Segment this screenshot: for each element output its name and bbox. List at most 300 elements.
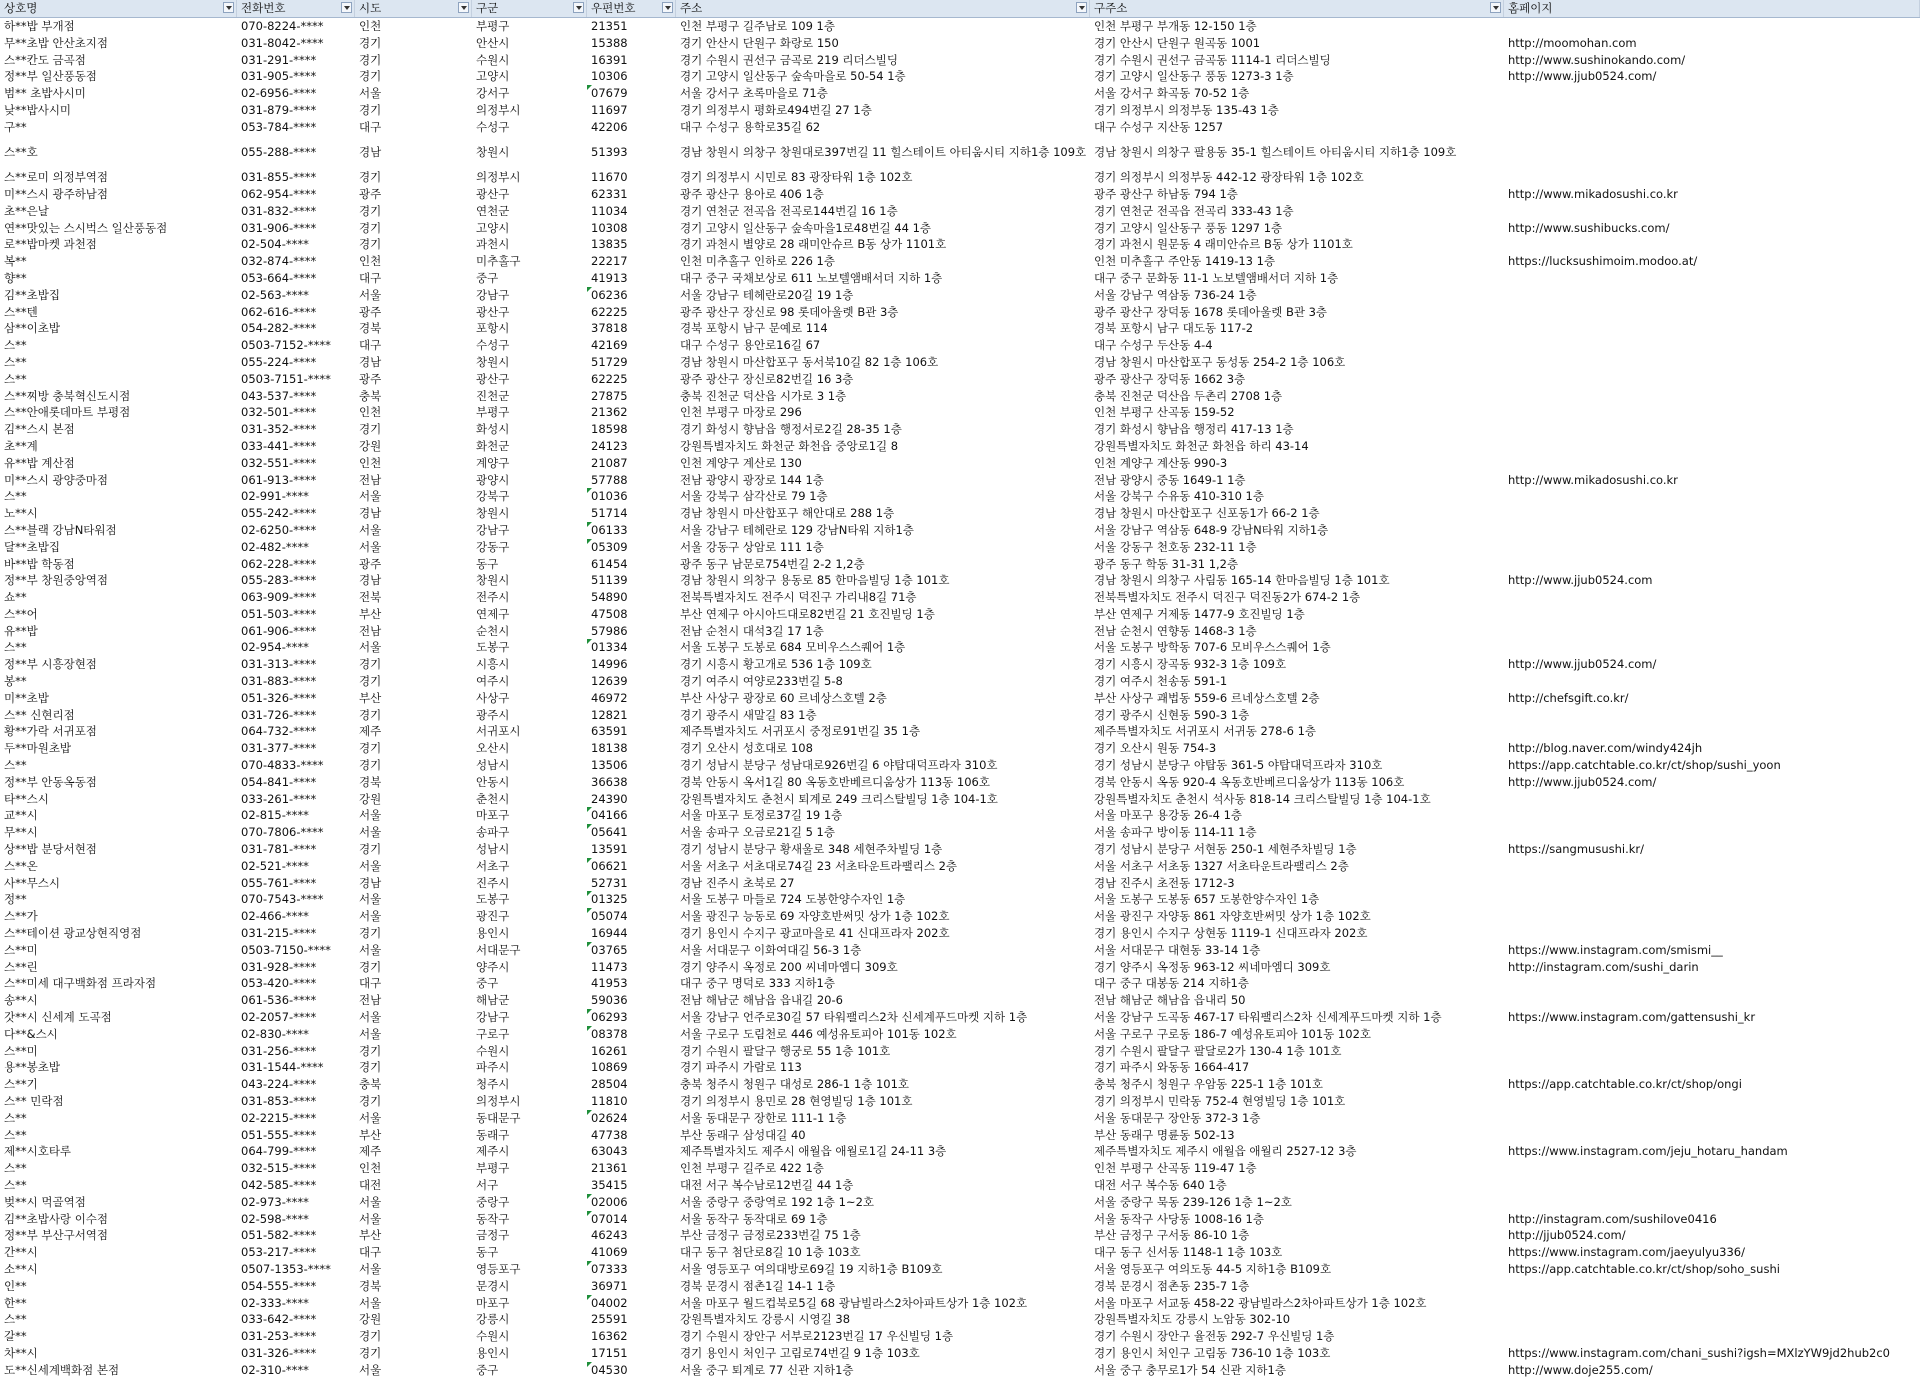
cell-district[interactable]: 해남군 <box>476 993 510 1008</box>
cell-old-address[interactable]: 경기 수원시 권선구 금곡동 1114-1 리더스빌딩 <box>1094 52 1331 67</box>
cell-province[interactable]: 서울 <box>359 892 382 907</box>
cell-address[interactable]: 충북 청주시 청원구 대성로 286-1 1층 101호 <box>680 1077 910 1092</box>
cell-homepage[interactable]: http://www.mikadosushi.co.kr <box>1508 472 1678 487</box>
cell-phone[interactable]: 02-830-**** <box>241 1026 309 1041</box>
cell-homepage[interactable]: https://app.catchtable.co.kr/ct/shop/soho_sushi <box>1508 1261 1780 1276</box>
cell-homepage[interactable] <box>1504 556 1920 573</box>
table-row[interactable] <box>0 1261 1920 1278</box>
cell-province[interactable]: 부산 <box>359 1228 382 1243</box>
cell-phone[interactable]: 063-909-**** <box>241 590 317 605</box>
cell-province[interactable]: 경남 <box>359 506 382 521</box>
cell-address[interactable]: 대구 중구 국채보상로 611 노보텔앰배서더 지하 1층 <box>680 270 943 285</box>
cell-postcode[interactable]: 35415 <box>591 1177 628 1192</box>
cell-phone[interactable]: 02-6250-**** <box>241 522 317 537</box>
cell-district[interactable]: 서구 <box>476 1177 499 1192</box>
cell-phone[interactable]: 031-256-**** <box>241 1043 317 1058</box>
cell-address[interactable]: 경기 오산시 성호대로 108 <box>680 741 813 756</box>
cell-old-address[interactable]: 서울 도봉구 도봉동 657 도봉한양수자인 1층 <box>1094 892 1320 907</box>
cell-province[interactable]: 경기 <box>359 102 382 117</box>
cell-district[interactable]: 창원시 <box>476 354 510 369</box>
table-row[interactable] <box>0 589 1920 606</box>
cell-province[interactable]: 서울 <box>359 1211 382 1226</box>
cell-district[interactable]: 구로구 <box>476 1026 510 1041</box>
cell-homepage[interactable]: https://lucksushimoim.modoo.at/ <box>1508 254 1698 269</box>
cell-name[interactable]: 정** <box>4 892 27 907</box>
cell-homepage[interactable] <box>1504 791 1920 808</box>
cell-province[interactable]: 전북 <box>359 590 382 605</box>
cell-phone[interactable]: 051-582-**** <box>241 1228 317 1243</box>
cell-old-address[interactable]: 경기 의정부시 의정부동 442-12 광장타워 1층 102호 <box>1094 170 1364 185</box>
cell-phone[interactable]: 061-913-**** <box>241 472 317 487</box>
cell-province[interactable]: 서울 <box>359 287 382 302</box>
cell-old-address[interactable]: 대구 수성구 두산동 4-4 <box>1094 338 1213 353</box>
cell-phone[interactable]: 031-8042-**** <box>241 35 324 50</box>
cell-province[interactable]: 인천 <box>359 455 382 470</box>
cell-name[interactable]: 스** <box>4 1110 27 1125</box>
cell-name[interactable]: 스** <box>4 1161 27 1176</box>
cell-phone[interactable]: 031-215-**** <box>241 926 317 941</box>
cell-postcode[interactable]: 28504 <box>591 1077 628 1092</box>
cell-name[interactable]: 스** <box>4 758 27 773</box>
cell-homepage[interactable] <box>1504 119 1920 136</box>
cell-province[interactable]: 대전 <box>359 1177 382 1192</box>
cell-address[interactable]: 부산 사상구 광장로 60 르네상스호텔 2층 <box>680 690 887 705</box>
cell-phone[interactable]: 02-598-**** <box>241 1211 309 1226</box>
cell-address[interactable]: 부산 연제구 아시아드대로82번길 21 호진빌딩 1층 <box>680 606 935 621</box>
cell-old-address[interactable]: 대구 중구 문화동 11-1 노보텔앰배서더 지하 1층 <box>1094 270 1339 285</box>
cell-postcode[interactable]: 16944 <box>591 926 628 941</box>
cell-homepage[interactable]: https://www.instagram.com/smismi__ <box>1508 942 1723 957</box>
cell-name[interactable]: 두**마원초밥 <box>4 741 72 756</box>
cell-homepage[interactable] <box>1504 404 1920 421</box>
cell-old-address[interactable]: 서울 도봉구 방학동 707-6 모비우스스퀘어 1층 <box>1094 640 1331 655</box>
cell-postcode[interactable]: 07333 <box>587 1261 676 1278</box>
cell-old-address[interactable]: 부산 금정구 구서동 86-10 1층 <box>1094 1228 1250 1243</box>
cell-phone[interactable]: 053-664-**** <box>241 270 317 285</box>
table-row[interactable] <box>0 169 1920 186</box>
cell-homepage[interactable]: http://www.jjub0524.com/ <box>1508 657 1657 672</box>
cell-homepage[interactable]: http://chefsgift.co.kr/ <box>1508 690 1629 705</box>
cell-phone[interactable]: 031-377-**** <box>241 741 317 756</box>
cell-postcode[interactable]: 01334 <box>587 639 676 656</box>
cell-district[interactable]: 강북구 <box>476 489 510 504</box>
cell-address[interactable]: 인천 미추홀구 인하로 226 1층 <box>680 254 835 269</box>
cell-postcode[interactable]: 41953 <box>591 976 628 991</box>
cell-homepage[interactable] <box>1504 236 1920 253</box>
cell-homepage[interactable] <box>1504 455 1920 472</box>
cell-homepage[interactable]: http://www.sushibucks.com/ <box>1508 220 1670 235</box>
cell-old-address[interactable]: 경기 수원시 장안구 율전동 292-7 우신빌딩 1층 <box>1094 1329 1335 1344</box>
cell-postcode[interactable]: 05074 <box>587 908 676 925</box>
cell-postcode[interactable]: 36971 <box>591 1278 628 1293</box>
cell-province[interactable]: 서울 <box>359 808 382 823</box>
cell-old-address[interactable]: 경기 화성시 향남읍 행정리 417-13 1층 <box>1094 422 1294 437</box>
cell-old-address[interactable]: 경기 오산시 원동 754-3 <box>1094 741 1217 756</box>
cell-district[interactable]: 중구 <box>476 270 499 285</box>
cell-old-address[interactable]: 경기 양주시 옥정동 963-12 씨네마엠디 309호 <box>1094 959 1331 974</box>
cell-address[interactable]: 서울 강남구 언주로30길 57 타워팰리스2차 신세계푸드마켓 지하 1층 <box>680 1010 1028 1025</box>
cell-postcode[interactable]: 62225 <box>591 371 628 386</box>
filter-dropdown-icon[interactable] <box>223 2 234 13</box>
cell-district[interactable]: 강서구 <box>476 86 510 101</box>
table-row[interactable] <box>0 1059 1920 1076</box>
cell-province[interactable]: 경북 <box>359 774 382 789</box>
cell-name[interactable]: 스** <box>4 338 27 353</box>
cell-postcode[interactable]: 57986 <box>591 623 628 638</box>
cell-province[interactable]: 경기 <box>359 657 382 672</box>
table-row[interactable] <box>0 1127 1920 1144</box>
cell-district[interactable]: 부평구 <box>476 405 510 420</box>
cell-postcode[interactable]: 22217 <box>591 254 628 269</box>
table-row[interactable] <box>0 102 1920 119</box>
cell-homepage[interactable]: https://www.instagram.com/gattensushi_kr <box>1508 1010 1756 1025</box>
cell-address[interactable]: 대구 동구 첨단로8길 10 1층 103호 <box>680 1245 861 1260</box>
cell-postcode[interactable]: 13591 <box>591 842 628 857</box>
cell-province[interactable]: 경기 <box>359 1094 382 1108</box>
cell-name[interactable]: 연**맛있는 스시벅스 일산풍동점 <box>4 220 168 235</box>
table-row[interactable] <box>0 639 1920 656</box>
cell-old-address[interactable]: 대구 동구 신서동 1148-1 1층 103호 <box>1094 1245 1283 1260</box>
cell-postcode[interactable]: 11670 <box>591 170 628 185</box>
cell-postcode[interactable]: 04530 <box>587 1362 676 1379</box>
cell-district[interactable]: 전주시 <box>476 590 510 605</box>
table-row[interactable] <box>0 1328 1920 1345</box>
cell-address[interactable]: 경기 수원시 팔달구 행궁로 55 1층 101호 <box>680 1043 891 1058</box>
cell-province[interactable]: 경기 <box>359 1060 382 1075</box>
cell-homepage[interactable] <box>1504 320 1920 337</box>
cell-phone[interactable]: 031-726-**** <box>241 707 317 722</box>
cell-phone[interactable]: 031-905-**** <box>241 69 317 84</box>
cell-homepage[interactable] <box>1504 1177 1920 1194</box>
cell-postcode[interactable]: 11697 <box>591 102 628 117</box>
cell-homepage[interactable] <box>1504 1110 1920 1127</box>
cell-old-address[interactable]: 경남 창원시 의창구 팔용동 35-1 힐스테이트 아티움시티 지하1층 109호 <box>1094 145 1457 160</box>
cell-old-address[interactable]: 서울 마포구 서교동 458-22 광남빌라스2차아파트상가 1층 102호 <box>1094 1295 1427 1310</box>
cell-province[interactable]: 서울 <box>359 1362 382 1377</box>
cell-name[interactable]: 정**부 시흥장현점 <box>4 657 97 672</box>
cell-name[interactable]: 스**미세 대구백화점 프라자점 <box>4 976 157 991</box>
cell-phone[interactable]: 051-555-**** <box>241 1127 317 1142</box>
cell-phone[interactable]: 070-7806-**** <box>241 825 324 840</box>
cell-phone[interactable]: 051-503-**** <box>241 606 317 621</box>
cell-postcode[interactable]: 07679 <box>587 85 676 102</box>
cell-district[interactable]: 서귀포시 <box>476 724 521 739</box>
table-row[interactable] <box>0 1009 1920 1026</box>
cell-district[interactable]: 서초구 <box>476 858 510 873</box>
cell-address[interactable]: 경기 의정부시 용민로 28 현영빌딩 1층 101호 <box>680 1094 913 1108</box>
table-row[interactable] <box>0 421 1920 438</box>
cell-old-address[interactable]: 경기 고양시 일산동구 풍동 1273-3 1층 <box>1094 69 1294 84</box>
cell-homepage[interactable] <box>1504 1194 1920 1211</box>
cell-old-address[interactable]: 경남 창원시 마산합포구 신포동1가 66-2 1층 <box>1094 506 1320 521</box>
cell-homepage[interactable] <box>1504 1278 1920 1295</box>
cell-province[interactable]: 서울 <box>359 86 382 101</box>
cell-postcode[interactable]: 24390 <box>591 791 628 806</box>
cell-address[interactable]: 경기 고양시 일산동구 숲속마을1로48번길 44 1층 <box>680 220 932 235</box>
table-row[interactable] <box>0 320 1920 337</box>
cell-postcode[interactable]: 07014 <box>587 1211 676 1228</box>
cell-province[interactable]: 경남 <box>359 145 382 160</box>
cell-district[interactable]: 연제구 <box>476 606 510 621</box>
cell-address[interactable]: 서울 강남구 테헤란로 129 강남N타워 지하1층 <box>680 522 914 537</box>
cell-homepage[interactable]: http://www.sushinokando.com/ <box>1508 52 1686 67</box>
cell-homepage[interactable] <box>1504 1295 1920 1312</box>
table-row[interactable] <box>0 975 1920 992</box>
cell-address[interactable]: 서울 도봉구 마들로 724 도봉한양수자인 1층 <box>680 892 906 907</box>
cell-name[interactable]: 스**테이션 광교상현직영점 <box>4 926 142 941</box>
column-header-address[interactable] <box>676 0 1090 17</box>
cell-district[interactable]: 과천시 <box>476 237 510 252</box>
cell-homepage[interactable] <box>1504 992 1920 1009</box>
column-header-phone[interactable] <box>237 0 355 17</box>
cell-province[interactable]: 서울 <box>359 909 382 924</box>
cell-phone[interactable]: 070-4833-**** <box>241 758 324 773</box>
cell-postcode[interactable]: 21362 <box>591 405 628 420</box>
cell-old-address[interactable]: 전남 해남군 해남읍 읍내리 50 <box>1094 993 1246 1008</box>
cell-province[interactable]: 대구 <box>359 338 382 353</box>
cell-phone[interactable]: 02-521-**** <box>241 858 309 873</box>
cell-postcode[interactable]: 62225 <box>591 304 628 319</box>
cell-phone[interactable]: 02-2057-**** <box>241 1010 317 1025</box>
cell-postcode[interactable]: 02624 <box>587 1110 676 1127</box>
cell-old-address[interactable]: 경기 여주시 천송동 591-1 <box>1094 674 1228 689</box>
cell-homepage[interactable] <box>1504 169 1920 186</box>
cell-province[interactable]: 전남 <box>359 472 382 487</box>
cell-name[interactable]: 미**스시 광주하남점 <box>4 186 109 201</box>
cell-district[interactable]: 중구 <box>476 976 499 991</box>
cell-address[interactable]: 서울 마포구 월드컵북로5길 68 광남빌라스2차아파트상가 1층 102호 <box>680 1295 1028 1310</box>
cell-name[interactable]: 복** <box>4 254 27 269</box>
cell-old-address[interactable]: 경기 용인시 처인구 고림동 736-10 1층 103호 <box>1094 1345 1331 1360</box>
cell-old-address[interactable]: 인천 부평구 산곡동 159-52 <box>1094 405 1235 420</box>
cell-province[interactable]: 인천 <box>359 1161 382 1176</box>
cell-address[interactable]: 전남 해남군 해남읍 읍내길 20-6 <box>680 993 843 1008</box>
filter-dropdown-icon[interactable] <box>1076 2 1087 13</box>
cell-old-address[interactable]: 광주 동구 학동 31-31 1,2층 <box>1094 556 1239 571</box>
cell-old-address[interactable]: 서울 강서구 화곡동 70-52 1층 <box>1094 86 1250 101</box>
cell-homepage[interactable] <box>1504 438 1920 455</box>
cell-postcode[interactable]: 01036 <box>587 488 676 505</box>
cell-address[interactable]: 대구 수성구 용안로16길 67 <box>680 338 821 353</box>
cell-postcode[interactable]: 41069 <box>591 1245 628 1260</box>
cell-address[interactable]: 인천 부평구 길주로 422 1층 <box>680 1161 824 1176</box>
cell-homepage[interactable]: http://moomohan.com <box>1508 35 1637 50</box>
cell-homepage[interactable] <box>1504 589 1920 606</box>
cell-province[interactable]: 서울 <box>359 1261 382 1276</box>
cell-phone[interactable]: 053-420-**** <box>241 976 317 991</box>
cell-name[interactable]: 갓**시 신세계 도곡점 <box>4 1010 112 1025</box>
cell-province[interactable]: 서울 <box>359 825 382 840</box>
cell-postcode[interactable]: 11473 <box>591 959 628 974</box>
cell-phone[interactable]: 061-906-**** <box>241 623 317 638</box>
cell-district[interactable]: 부평구 <box>476 19 510 33</box>
cell-district[interactable]: 계양구 <box>476 455 510 470</box>
cell-postcode[interactable]: 63043 <box>591 1144 628 1159</box>
cell-address[interactable]: 경기 시흥시 황고개로 536 1층 109호 <box>680 657 872 672</box>
cell-old-address[interactable]: 경기 연천군 전곡읍 전곡리 333-43 1층 <box>1094 203 1294 218</box>
cell-province[interactable]: 대구 <box>359 976 382 991</box>
cell-old-address[interactable]: 서울 동작구 사당동 1008-16 1층 <box>1094 1211 1264 1226</box>
cell-phone[interactable]: 0503-7152-**** <box>241 338 331 353</box>
cell-district[interactable]: 진천군 <box>476 388 510 403</box>
cell-district[interactable]: 동구 <box>476 1245 499 1260</box>
cell-phone[interactable]: 032-515-**** <box>241 1161 317 1176</box>
cell-district[interactable]: 마포구 <box>476 1295 510 1310</box>
cell-postcode[interactable]: 42169 <box>591 338 628 353</box>
cell-phone[interactable]: 033-441-**** <box>241 438 317 453</box>
cell-name[interactable]: 봉** <box>4 674 27 689</box>
cell-province[interactable]: 경기 <box>359 707 382 722</box>
cell-homepage[interactable] <box>1504 1311 1920 1328</box>
cell-homepage[interactable] <box>1504 505 1920 522</box>
filter-dropdown-icon[interactable] <box>341 2 352 13</box>
table-row[interactable] <box>0 505 1920 522</box>
cell-address[interactable]: 서울 강서구 초록마을로 71층 <box>680 86 828 101</box>
cell-homepage[interactable]: http://www.doje255.com/ <box>1508 1362 1653 1377</box>
table-row[interactable] <box>0 707 1920 724</box>
table-row[interactable] <box>0 1110 1920 1127</box>
cell-homepage[interactable] <box>1504 488 1920 505</box>
table-row[interactable] <box>0 690 1920 707</box>
cell-district[interactable]: 서대문구 <box>476 942 521 957</box>
table-row[interactable] <box>0 572 1920 589</box>
table-row[interactable] <box>0 85 1920 102</box>
cell-province[interactable]: 광주 <box>359 304 382 319</box>
cell-phone[interactable]: 02-973-**** <box>241 1194 309 1209</box>
cell-name[interactable]: 바**밥 학동점 <box>4 556 75 571</box>
cell-name[interactable]: 로**밥마켓 과천점 <box>4 237 97 252</box>
filter-dropdown-icon[interactable] <box>1490 2 1501 13</box>
cell-old-address[interactable]: 경기 과천시 원문동 4 래미안슈르 B동 상가 1101호 <box>1094 237 1353 252</box>
cell-address[interactable]: 경기 화성시 향남읍 행정서로2길 28-35 1층 <box>680 422 902 437</box>
cell-name[interactable]: 정**부 창원중앙역점 <box>4 573 109 588</box>
cell-district[interactable]: 연천군 <box>476 203 510 218</box>
cell-name[interactable]: 쇼** <box>4 590 27 605</box>
cell-district[interactable]: 의정부시 <box>476 170 521 185</box>
cell-phone[interactable]: 070-7543-**** <box>241 892 324 907</box>
cell-old-address[interactable]: 대구 중구 대봉동 214 지하1층 <box>1094 976 1249 991</box>
cell-phone[interactable]: 031-1544-**** <box>241 1060 324 1075</box>
cell-address[interactable]: 경기 과천시 별양로 28 래미안슈르 B동 상가 1101호 <box>680 237 947 252</box>
cell-district[interactable]: 마포구 <box>476 808 510 823</box>
cell-district[interactable]: 의정부시 <box>476 102 521 117</box>
cell-old-address[interactable]: 서울 중구 충무로1가 54 신관 지하1층 <box>1094 1362 1286 1377</box>
column-header-province[interactable] <box>355 0 472 17</box>
cell-old-address[interactable]: 경기 고양시 일산동구 풍동 1297 1층 <box>1094 220 1283 235</box>
cell-district[interactable]: 파주시 <box>476 1060 510 1075</box>
cell-district[interactable]: 광산구 <box>476 371 510 386</box>
cell-name[interactable]: 간**시 <box>4 1245 38 1260</box>
cell-district[interactable]: 수원시 <box>476 52 510 67</box>
cell-name[interactable]: 스** <box>4 1127 27 1142</box>
cell-homepage[interactable] <box>1504 136 1920 170</box>
cell-district[interactable]: 문경시 <box>476 1278 510 1293</box>
cell-name[interactable]: 초**은날 <box>4 203 49 218</box>
cell-old-address[interactable]: 광주 광산구 장덕동 1678 롯데아울렛 B관 3층 <box>1094 304 1328 319</box>
cell-postcode[interactable]: 46972 <box>591 690 628 705</box>
table-row[interactable] <box>0 875 1920 892</box>
cell-old-address[interactable]: 경기 의정부시 민락동 752-4 현영빌딩 1층 101호 <box>1094 1094 1346 1108</box>
cell-homepage[interactable] <box>1504 623 1920 640</box>
cell-old-address[interactable]: 강원특별자치도 화천군 화천읍 하리 43-14 <box>1094 438 1309 453</box>
cell-province[interactable]: 광주 <box>359 371 382 386</box>
cell-postcode[interactable]: 16362 <box>591 1329 628 1344</box>
cell-postcode[interactable]: 16391 <box>591 52 628 67</box>
cell-homepage[interactable] <box>1504 639 1920 656</box>
cell-name[interactable]: 도**신세계백화점 본점 <box>4 1362 120 1377</box>
cell-province[interactable]: 부산 <box>359 690 382 705</box>
cell-old-address[interactable]: 경북 안동시 옥동 920-4 옥동호반베르디움상가 113동 106호 <box>1094 774 1405 789</box>
cell-name[interactable]: 스**가 <box>4 909 38 924</box>
cell-old-address[interactable]: 서울 강동구 천호동 232-11 1층 <box>1094 539 1257 554</box>
cell-name[interactable]: 한** <box>4 1295 27 1310</box>
cell-old-address[interactable]: 경북 문경시 점촌동 235-7 1층 <box>1094 1278 1250 1293</box>
cell-province[interactable]: 경기 <box>359 203 382 218</box>
cell-phone[interactable]: 053-784-**** <box>241 119 317 134</box>
cell-province[interactable]: 경기 <box>359 758 382 773</box>
cell-phone[interactable]: 0507-1353-**** <box>241 1261 331 1276</box>
cell-homepage[interactable] <box>1504 824 1920 841</box>
cell-postcode[interactable]: 12821 <box>591 707 628 722</box>
cell-name[interactable]: 갈** <box>4 1329 27 1344</box>
cell-district[interactable]: 창원시 <box>476 573 510 588</box>
table-row[interactable] <box>0 1177 1920 1194</box>
cell-province[interactable]: 경기 <box>359 1329 382 1344</box>
cell-name[interactable]: 스**온 <box>4 858 38 873</box>
cell-district[interactable]: 강남구 <box>476 1010 510 1025</box>
cell-homepage[interactable] <box>1504 975 1920 992</box>
filter-dropdown-icon[interactable] <box>662 2 673 13</box>
cell-province[interactable]: 경기 <box>359 52 382 67</box>
filter-dropdown-icon[interactable] <box>458 2 469 13</box>
cell-phone[interactable]: 054-841-**** <box>241 774 317 789</box>
cell-phone[interactable]: 02-2215-**** <box>241 1110 317 1125</box>
cell-address[interactable]: 경남 창원시 마산합포구 해안대로 288 1층 <box>680 506 895 521</box>
cell-phone[interactable]: 02-310-**** <box>241 1362 309 1377</box>
cell-name[interactable]: 정**부 일산풍동점 <box>4 69 97 84</box>
cell-address[interactable]: 경남 창원시 마산합포구 동서북10길 82 1층 106호 <box>680 354 939 369</box>
cell-district[interactable]: 송파구 <box>476 825 510 840</box>
cell-postcode[interactable]: 18138 <box>591 741 628 756</box>
cell-province[interactable]: 서울 <box>359 1010 382 1025</box>
cell-old-address[interactable]: 충북 진천군 덕산읍 두촌리 2708 1층 <box>1094 388 1283 403</box>
table-row[interactable] <box>0 203 1920 220</box>
cell-district[interactable]: 영등포구 <box>476 1261 521 1276</box>
cell-postcode[interactable]: 57788 <box>591 472 628 487</box>
cell-province[interactable]: 경기 <box>359 842 382 857</box>
cell-name[interactable]: 유**밥 계산점 <box>4 455 75 470</box>
cell-old-address[interactable]: 강원특별자치도 춘천시 석사동 818-14 크리스탈빌딩 1층 104-1호 <box>1094 791 1431 806</box>
cell-name[interactable]: 스** <box>4 371 27 386</box>
cell-province[interactable]: 광주 <box>359 556 382 571</box>
cell-old-address[interactable]: 서울 동대문구 장안동 372-3 1층 <box>1094 1110 1261 1125</box>
cell-district[interactable]: 중구 <box>476 1362 499 1377</box>
cell-old-address[interactable]: 부산 사상구 괘법동 559-6 르네상스호텔 2층 <box>1094 690 1320 705</box>
cell-district[interactable]: 성남시 <box>476 842 510 857</box>
cell-old-address[interactable]: 경기 성남시 분당구 서현동 250-1 세현주차빌딩 1층 <box>1094 842 1357 857</box>
cell-name[interactable]: 제**시호타루 <box>4 1144 72 1159</box>
cell-address[interactable]: 경북 안동시 옥서1길 80 옥동호반베르디움상가 113동 106호 <box>680 774 990 789</box>
cell-phone[interactable]: 031-853-**** <box>241 1094 317 1108</box>
cell-homepage[interactable]: http://www.mikadosushi.co.kr <box>1508 186 1678 201</box>
cell-district[interactable]: 수성구 <box>476 338 510 353</box>
cell-phone[interactable]: 055-288-**** <box>241 145 317 160</box>
cell-phone[interactable]: 02-954-**** <box>241 640 309 655</box>
cell-phone[interactable]: 031-326-**** <box>241 1345 317 1360</box>
cell-old-address[interactable]: 경기 시흥시 장곡동 932-3 1층 109호 <box>1094 657 1287 672</box>
cell-address[interactable]: 서울 동작구 동작대로 69 1층 <box>680 1211 828 1226</box>
cell-homepage[interactable]: http://blog.naver.com/windy424jh <box>1508 741 1703 756</box>
